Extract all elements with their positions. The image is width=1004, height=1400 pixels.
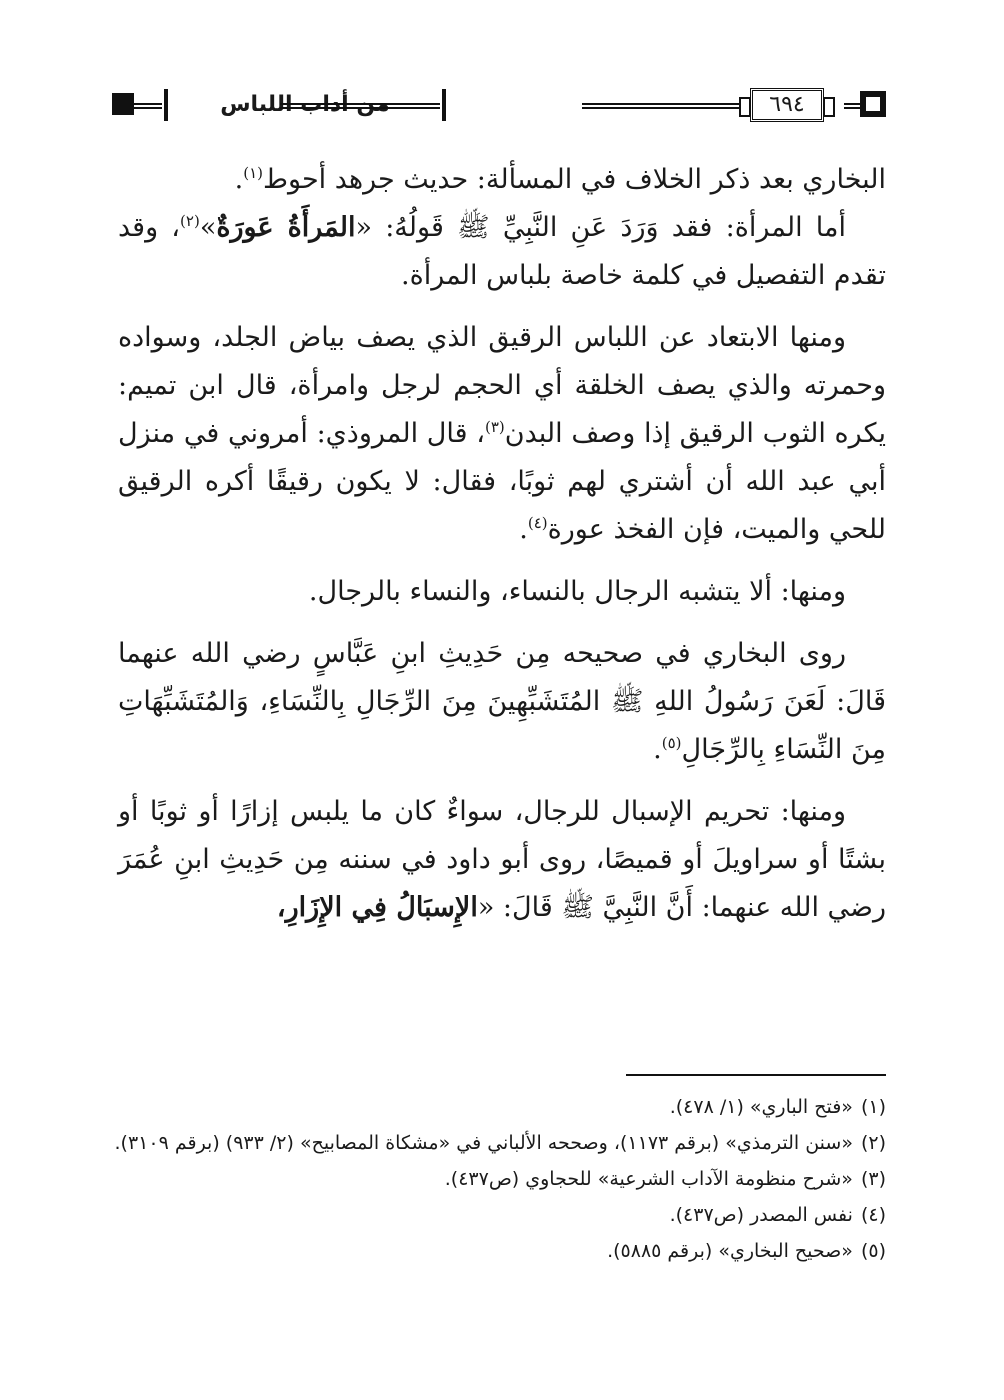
main-text: [118, 156, 886, 932]
footnote-divider: [626, 1074, 886, 1076]
footnote: (٣)«شرح منظومة الآداب الشرعية» للحجاوي (ص٤٣٧).: [444, 1168, 886, 1190]
footnote: (٢)«سنن الترمذي» (برقم ١١٧٣)، وصححه الألباني في «مشكاة المصابيح» (٢/ ٩٣٣) (برقم ٣١٠٩).: [114, 1132, 886, 1154]
page-number: ٦٩٤: [769, 92, 805, 117]
footnote-ref: (٢): [180, 212, 200, 230]
hadith-quote: المَرأَةُ عَورَةٌ: [216, 212, 356, 243]
paragraph: البخاري بعد ذكر الخلاف في المسألة: حديث جرهد أحوط$^{(١)}$.: [234, 164, 886, 195]
paragraph: أما المرأة: فقد وَرَدَ عَنِ النَّبِيِّ ﷺ قَولُهُ: «المَرأَةُ عَورَةٌ»$^{(٢)}$، وقد تقدم التفصيل في كلمة خاصة بلباس المرأة.: [118, 212, 886, 291]
header-ornament-right: [860, 91, 886, 117]
header-rule: [124, 103, 162, 109]
page-header: [112, 88, 886, 124]
header-rule: [280, 103, 440, 109]
page-number-frame: [750, 88, 824, 122]
paragraph: ومنها: تحريم الإسبال للرجال، سواءٌ كان ما يلبس إزارًا أو ثوبًا أو بشتًا أو سراويلَ أو قميصًا، روى أبو داود في سننه مِن حَدِيثِ ابنِ عُمَرَ رضي الله عنهما: أَنَّ النَّبِيَّ ﷺ قَالَ: «الإِسبَالُ فِي الإِزَارِ،: [118, 796, 886, 923]
footnote-ref: (١): [243, 164, 264, 182]
header-bar: [164, 89, 168, 121]
footnote-ref: (٤): [527, 514, 548, 532]
footnote: (١)«فتح الباري» (١/ ٤٧٨).: [669, 1096, 886, 1118]
paragraph: ومنها الابتعاد عن اللباس الرقيق الذي يصف بياض الجلد، وسواده وحمرته والذي يصف الخلقة أي الحجم لرجل وامرأة، قال ابن تميم: يكره الثوب الرقيق إذا وصف البدن$^{(٣)}$، قال المروذي: أمروني في منزل أبي عبد الله أن أشتري لهم ثوبًا، فقال: لا يكون رقيقًا أكره الرقيق للحي والميت، فإن الفخذ عورة$^{(٤)}$.: [118, 322, 886, 545]
paragraph: ومنها: ألا يتشبه الرجال بالنساء، والنساء بالرجال.: [308, 576, 846, 607]
footnote-ref: (٥): [661, 734, 682, 752]
footnote: (٤)نفس المصدر (ص٤٣٧).: [669, 1204, 886, 1226]
footnote: (٥)«صحيح البخاري» (برقم ٥٨٨٥).: [607, 1240, 886, 1262]
section-title: من أداب اللباس: [220, 92, 390, 117]
footnote-ref: (٣): [484, 418, 505, 436]
footnotes: [110, 1092, 886, 1272]
hadith-quote: الإِسبَالُ فِي الإِزَارِ،: [276, 892, 478, 923]
header-bar: [442, 89, 446, 121]
paragraph: روى البخاري في صحيحه مِن حَدِيثِ ابنِ عَبَّاسٍ رضي الله عنهما قَالَ: لَعَنَ رَسُولُ اللهِ ﷺ المُتَشَبِّهِينَ مِنَ الرِّجَالِ بِالنِّسَاءِ، وَالمُتَشَبِّهَاتِ مِنَ النِّسَاءِ بِالرِّجَالِ$^{(٥)}$.: [118, 638, 886, 765]
